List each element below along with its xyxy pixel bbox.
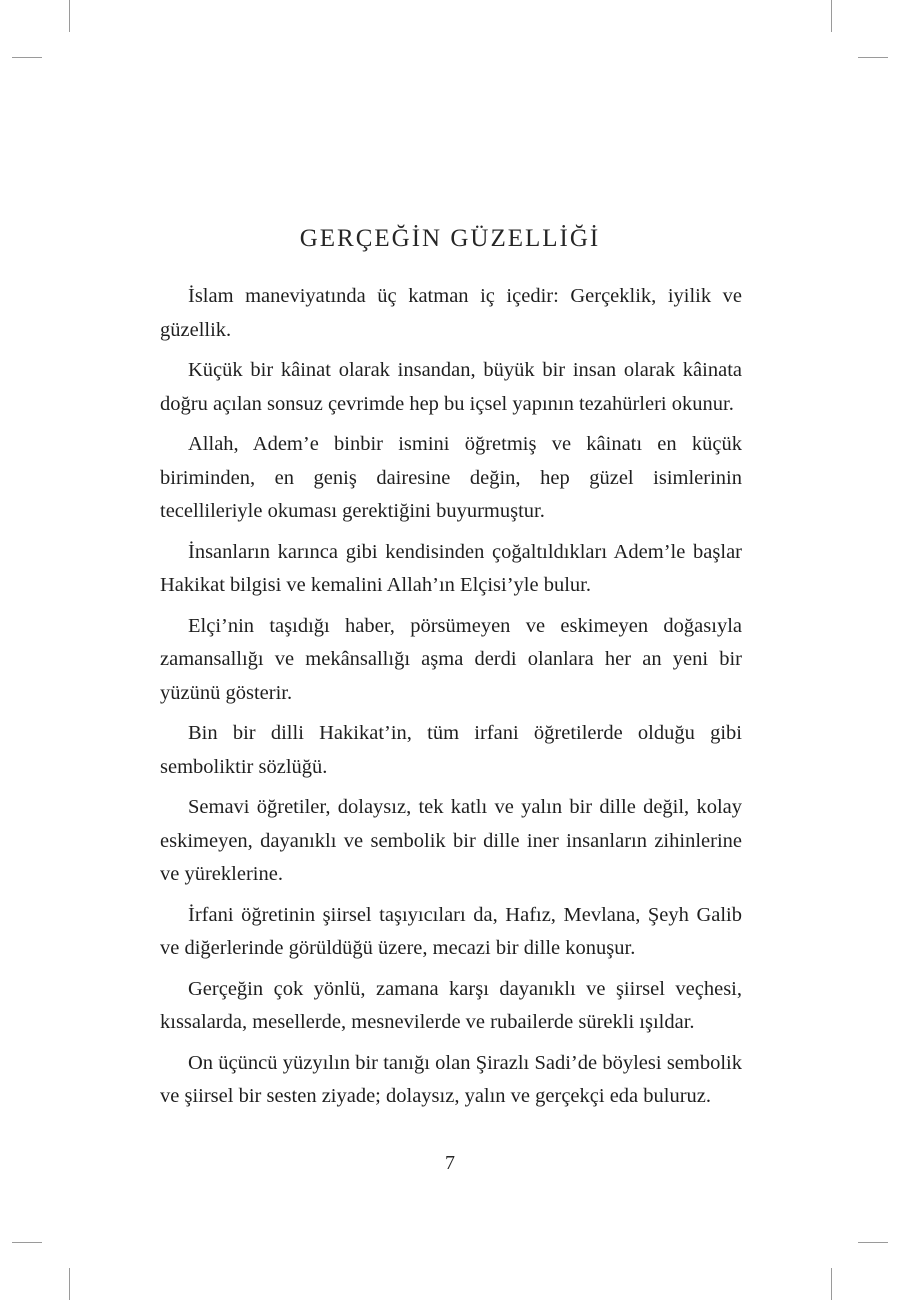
paragraph: Küçük bir kâinat olarak insandan, büyük bir insan olarak kâinata doğru açılan sonsuz çevrimde hep bu içsel yapının tezahürleri okunur. <box>160 359 742 415</box>
paragraph: Bin bir dilli Hakikat’in, tüm irfani öğretilerde olduğu gibi semboliktir sözlüğü. <box>160 722 742 778</box>
paragraph: Elçi’nin taşıdığı haber, pörsümeyen ve eskimeyen doğasıyla zamansallığı ve mekânsallığı aşma derdi olanlara her an yeni bir yüzünü gösterir. <box>160 614 742 704</box>
paragraph: Allah, Adem’e binbir ismini öğretmiş ve kâinatı en küçük biriminden, en geniş dairesine değin, hep güzel isimlerinin tecellileriyle okuması gerektiğini buyurmuştur. <box>160 433 742 522</box>
paragraph: Semavi öğretiler, dolaysız, tek katlı ve yalın bir dille değil, kolay eskimeyen, dayanıklı ve sembolik bir dille iner insanların zihinlerine ve yüreklerine. <box>160 796 742 885</box>
paragraph: Gerçeğin çok yönlü, zamana karşı dayanıklı ve şiirsel veçhesi, kıssalarda, mesellerde, mesnevilerde ve rubailerde sürekli ışıldar. <box>160 977 742 1033</box>
paragraph: On üçüncü yüzyılın bir tanığı olan Şirazlı Sadi’de böylesi sembolik ve şiirsel bir sesten ziyade; dolaysız, yalın ve gerçekçi eda buluruz. <box>160 1051 742 1107</box>
page-number: 7 <box>445 1152 455 1174</box>
crop-mark-bottom-left-horizontal <box>12 1242 42 1243</box>
crop-mark-top-right-vertical <box>831 0 832 32</box>
paragraph: İslam maneviyatında üç katman iç içedir: Gerçeklik, iyilik ve güzellik. <box>160 285 742 341</box>
chapter-title: GERÇEĞİN GÜZELLİĞİ <box>299 225 601 252</box>
crop-mark-bottom-right-horizontal <box>858 1242 888 1243</box>
paragraph: İrfani öğretinin şiirsel taşıyıcıları da, Hafız, Mevlana, Şeyh Galib ve diğerlerinde görüldüğü üzere, mecazi bir dille konuşur. <box>160 903 742 959</box>
crop-mark-bottom-right-vertical <box>831 1268 832 1300</box>
crop-mark-top-left-horizontal <box>12 57 42 58</box>
crop-mark-top-left-vertical <box>69 0 70 32</box>
paragraph: İnsanların karınca gibi kendisinden çoğaltıldıkları Adem’le başlar Hakikat bilgisi ve kemalini Allah’ın Elçisi’yle bulur. <box>160 540 742 596</box>
crop-mark-bottom-left-vertical <box>69 1268 70 1300</box>
body-text <box>160 280 742 1121</box>
crop-mark-top-right-horizontal <box>858 57 888 58</box>
